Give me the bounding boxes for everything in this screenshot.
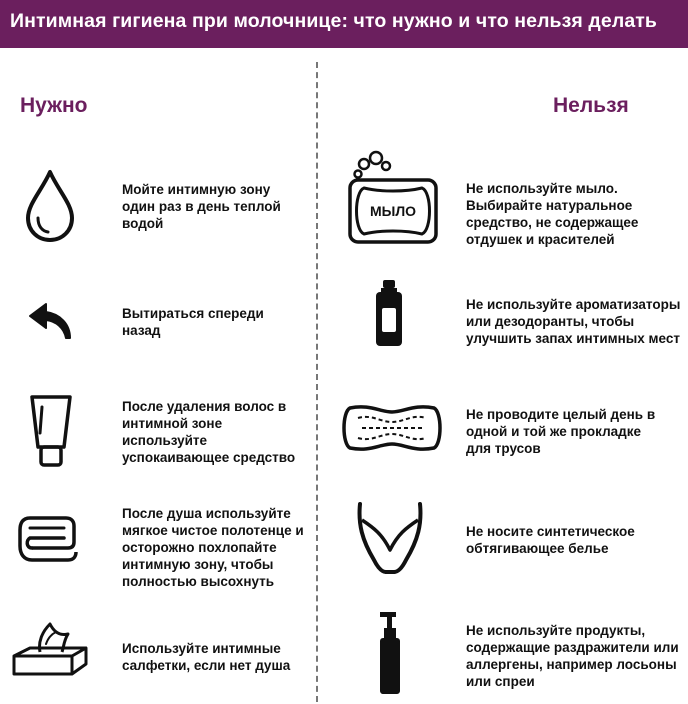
column-divider [316,62,318,702]
do-column-heading: Нужно [20,94,88,117]
header-banner [0,0,688,48]
underwear-icon [352,500,428,576]
do-item-5-text: Используйте интимные салфетки, если нет душа [122,641,291,673]
folded-towel-icon [16,512,80,566]
spray-bottle-icon [372,278,406,350]
do-item-2-text: Вытираться спереди назад [122,306,264,338]
dont-item-1-text: Не используйте мыло. Выбирайте натуральное средство, не содержащее отдушек и красителей [466,181,639,247]
dont-item-4-text: Не носите синтетическое обтягивающее белье [466,524,635,556]
dont-item-3-text: Не проводите целый день в одной и той же прокладке для трусов [466,407,656,456]
do-item-3-text: После удаления волос в интимной зоне используйте успокаивающее средство [122,399,296,465]
arrow-up-left-icon [24,294,76,342]
soap-bar-icon [346,148,440,248]
water-drop-icon [20,168,80,244]
dont-item-5-text: Не используйте продукты, содержащие раздражители или аллергены, например лосьоны или спреи [466,623,679,689]
tissue-box-icon [10,618,92,680]
do-item-4-text: После душа используйте мягкое чистое полотенце и осторожно похлопайте интимную зону, чтобы полностью высохнуть [122,506,304,589]
dont-column-heading: Нельзя [553,94,629,117]
do-item-1-text: Мойте интимную зону один раз в день теплой водой [122,182,281,231]
lotion-pump-icon [376,610,406,696]
dont-item-2-text: Не используйте ароматизаторы или дезодоранты, чтобы улучшить запах интимных мест [466,297,681,346]
page-title: Интимная гигиена при молочнице: что нужно и что нельзя делать [10,10,658,32]
soap-bar-label: МЫЛО [369,203,417,219]
cream-tube-icon [26,393,76,471]
panty-liner-icon [340,400,444,456]
